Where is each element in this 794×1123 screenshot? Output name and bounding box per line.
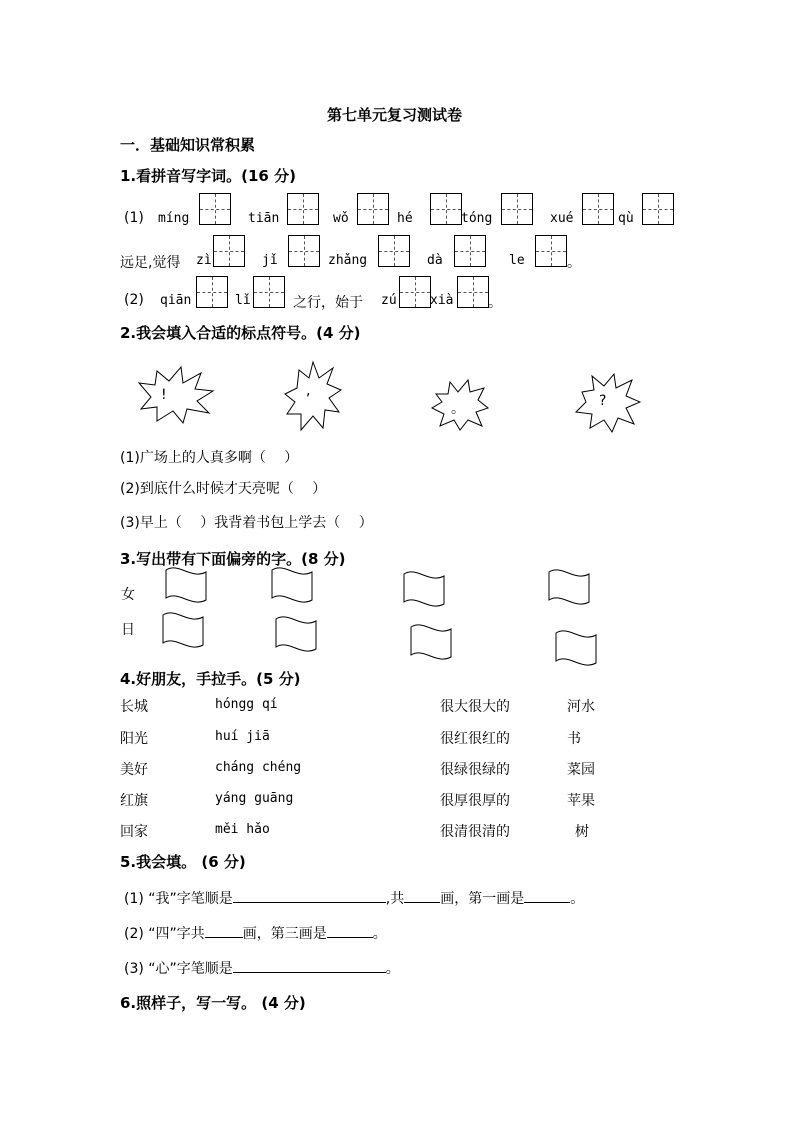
writing-box[interactable] bbox=[399, 276, 431, 308]
pinyin: lǐ bbox=[235, 293, 251, 308]
q4-heading: 4.好朋友，手拉手。(5 分) bbox=[120, 670, 301, 688]
pinyin: xué bbox=[550, 211, 574, 226]
match-word: 红旗 bbox=[120, 793, 148, 809]
q1-line3-end: 。 bbox=[488, 295, 502, 311]
writing-box[interactable] bbox=[642, 193, 674, 225]
q1-line3-mid: 之行，始于 bbox=[293, 295, 363, 311]
burst-shape-4 bbox=[572, 372, 642, 434]
match-noun: 菜园 bbox=[567, 762, 595, 778]
answer-blank[interactable] bbox=[327, 922, 373, 938]
match-word: 长城 bbox=[120, 699, 148, 715]
pinyin: tiān bbox=[248, 211, 280, 226]
writing-box[interactable] bbox=[501, 193, 533, 225]
writing-box[interactable] bbox=[288, 235, 320, 267]
q5-l2-end: 。 bbox=[372, 926, 387, 942]
q6-heading: 6.照样子，写一写。 (4 分) bbox=[120, 994, 306, 1012]
q1-line2-end: 。 bbox=[567, 255, 581, 271]
answer-blank[interactable] bbox=[205, 922, 243, 938]
writing-box[interactable] bbox=[457, 276, 489, 308]
q1-line1-number: (1) bbox=[124, 210, 144, 226]
match-noun: 树 bbox=[575, 824, 589, 840]
flag-blank[interactable] bbox=[271, 568, 315, 604]
match-phrase: 很清很清的 bbox=[440, 824, 510, 840]
q2-item-1: (1)广场上的人真多啊（ ） bbox=[120, 450, 299, 466]
writing-box[interactable] bbox=[378, 235, 410, 267]
punct-mark: ! bbox=[161, 387, 167, 403]
part-one-heading: 一．基础知识常积累 bbox=[120, 136, 256, 154]
answer-blank[interactable] bbox=[233, 887, 386, 903]
answer-blank[interactable] bbox=[404, 887, 440, 903]
pinyin: qiān bbox=[160, 293, 192, 308]
burst-shape-1 bbox=[135, 365, 215, 425]
q1-line3-number: (2) bbox=[124, 292, 144, 308]
writing-box[interactable] bbox=[535, 235, 567, 267]
q5-l2-text: 画，第三画是 bbox=[242, 926, 327, 942]
match-pinyin: cháng chéng bbox=[215, 760, 302, 775]
pinyin: jǐ bbox=[262, 253, 278, 268]
pinyin: xià bbox=[430, 293, 454, 308]
q5-line-3 bbox=[124, 957, 400, 978]
pinyin: le bbox=[509, 253, 525, 268]
pinyin: qù bbox=[618, 211, 634, 226]
flag-blank[interactable] bbox=[410, 625, 454, 661]
flag-blank[interactable] bbox=[548, 570, 592, 606]
pinyin: wǒ bbox=[333, 211, 349, 226]
writing-box[interactable] bbox=[253, 276, 285, 308]
punct-mark: ? bbox=[599, 393, 607, 409]
match-noun: 河水 bbox=[567, 699, 595, 715]
writing-box[interactable] bbox=[199, 193, 231, 225]
page-title: 第七单元复习测试卷 bbox=[327, 106, 463, 124]
q5-l1-end: 。 bbox=[570, 891, 585, 907]
pinyin: zú bbox=[381, 293, 397, 308]
flag-blank[interactable] bbox=[162, 613, 206, 649]
punct-mark: , bbox=[306, 383, 311, 399]
writing-box[interactable] bbox=[430, 193, 462, 225]
match-pinyin: huí jiā bbox=[215, 729, 270, 744]
match-phrase: 很大很大的 bbox=[440, 699, 510, 715]
q5-l3-prefix: (3) “心”字笔顺是 bbox=[124, 961, 233, 977]
match-phrase: 很绿很绿的 bbox=[440, 762, 510, 778]
pinyin: míng bbox=[158, 211, 190, 226]
writing-box[interactable] bbox=[287, 193, 319, 225]
q5-l2-prefix: (2) “四”字共 bbox=[124, 926, 205, 942]
flag-blank[interactable] bbox=[275, 617, 319, 653]
writing-box[interactable] bbox=[213, 235, 245, 267]
match-pinyin: hóngg qí bbox=[215, 697, 278, 712]
writing-box[interactable] bbox=[196, 276, 228, 308]
q1-line2-lead: 远足,觉得 bbox=[120, 255, 181, 271]
punct-mark: 。 bbox=[451, 401, 465, 417]
writing-box[interactable] bbox=[582, 193, 614, 225]
match-phrase: 很厚很厚的 bbox=[440, 793, 510, 809]
q5-l3-end: 。 bbox=[385, 961, 400, 977]
writing-box[interactable] bbox=[454, 235, 486, 267]
pinyin: zì bbox=[196, 253, 212, 268]
q5-l1-text: 画，第一画是 bbox=[440, 891, 525, 907]
answer-blank[interactable] bbox=[233, 957, 386, 973]
flag-blank[interactable] bbox=[403, 572, 447, 608]
pinyin: hé bbox=[397, 211, 413, 226]
pinyin: tóng bbox=[461, 211, 493, 226]
q5-l1-prefix: (1) “我”字笔顺是 bbox=[124, 891, 233, 907]
answer-blank[interactable] bbox=[524, 887, 570, 903]
burst-shape-2 bbox=[283, 360, 343, 432]
match-word: 回家 bbox=[120, 824, 148, 840]
writing-box[interactable] bbox=[357, 193, 389, 225]
q5-l1-text: ,共 bbox=[385, 891, 405, 907]
match-pinyin: měi hǎo bbox=[215, 822, 270, 837]
flag-blank[interactable] bbox=[555, 631, 599, 667]
q3-heading: 3.写出带有下面偏旁的字。(8 分) bbox=[120, 550, 346, 568]
match-word: 美好 bbox=[120, 762, 148, 778]
radical-label: 日 bbox=[121, 622, 135, 638]
q1-heading: 1.看拼音写字词。(16 分) bbox=[120, 167, 296, 185]
match-phrase: 很红很红的 bbox=[440, 731, 510, 747]
q5-line-2 bbox=[124, 922, 387, 943]
pinyin: zhǎng bbox=[328, 253, 368, 268]
q5-line-1 bbox=[124, 887, 584, 908]
q2-item-3: (3)早上（ ）我背着书包上学去（ ） bbox=[120, 515, 373, 531]
pinyin: dà bbox=[427, 253, 443, 268]
radical-label: 女 bbox=[121, 587, 135, 603]
match-pinyin: yáng guāng bbox=[215, 791, 294, 806]
match-noun: 苹果 bbox=[567, 793, 595, 809]
flag-blank[interactable] bbox=[165, 568, 209, 604]
q2-item-2: (2)到底什么时候才天亮呢（ ） bbox=[120, 481, 327, 497]
match-word: 阳光 bbox=[120, 731, 148, 747]
match-noun: 书 bbox=[567, 731, 581, 747]
q2-heading: 2.我会填入合适的标点符号。(4 分) bbox=[120, 324, 361, 342]
q5-heading: 5.我会填。 (6 分) bbox=[120, 853, 246, 871]
